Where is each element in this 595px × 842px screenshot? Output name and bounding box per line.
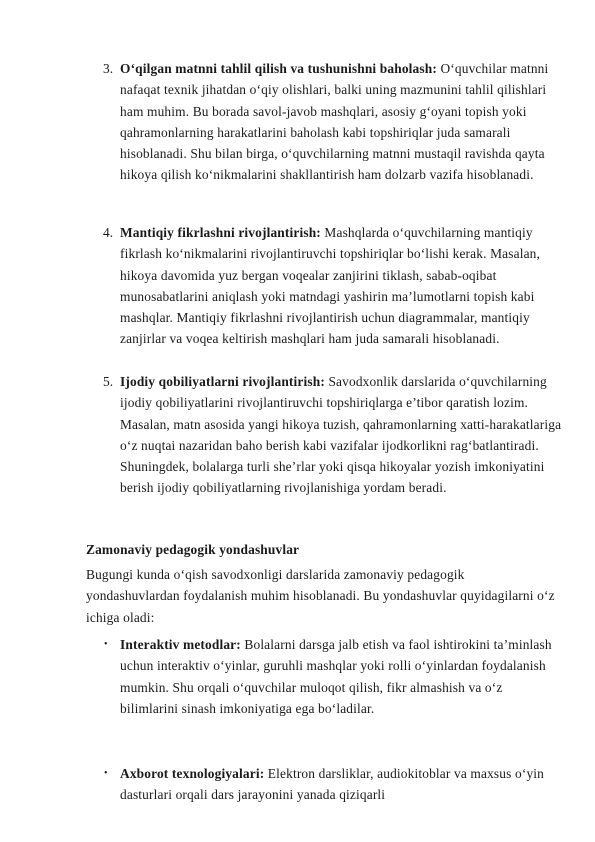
bullet-icon: • <box>104 768 108 779</box>
numbered-item <box>120 222 565 350</box>
item-title: O‘qilgan matnni tahlil qilish va tushunishni baholash: <box>120 61 437 76</box>
item-title: Interaktiv metodlar: <box>120 637 241 652</box>
item-body: Savodxonlik darslarida o‘quvchilarning ijodiy qobiliyatlarini rivojlantiruvchi topshiriqlarga e’tibor qaratish lozim. Masalan, matn asosida yangi hikoya tuzish, qahramonlarning xatti-harakatlariga o‘z nuqtai nazaridan baho berish kabi vazifalar ijodkorlikni rag‘batlantiradi. Shuningdek, bolalarga turli she’rlar yoki qisqa hikoyalar yozish imkoniyatini berish ijodiy qobiliyatlarning rivojlanishiga yordam beradi. <box>120 374 562 496</box>
item-body: Mashqlarda o‘quvchilarning mantiqiy fikrlash ko‘nikmalarini rivojlantiruvchi topshiriqlar bo‘lishi kerak. Masalan, hikoya davomida yuz bergan voqealar zanjirini tiklash, sabab-oqibat munosabatlarini aniqlash yoki matndagi yashirin ma’lumotlarni topish kabi mashqlar. Mantiqiy fikrlashni rivojlantirish uchun diagrammalar, mantiqiy zanjirlar va voqea keltirish mashqlari ham juda samarali hisoblanadi. <box>120 225 541 347</box>
bullet-item <box>120 634 564 719</box>
item-body: Elektron darsliklar, audiokitoblar va maxsus o‘yin dasturlari orqali dars jarayonini yanada qiziqarli <box>120 766 545 803</box>
bullet-item <box>120 763 564 806</box>
list-number: 4. <box>103 225 114 240</box>
numbered-item <box>120 58 565 186</box>
item-body: O‘quvchilar matnni nafaqat texnik jihatdan o‘qiy olishlari, balki uning mazmunini tahlil qilishlari ham muhim. Bu borada savol-javob mashqlari, asosiy g‘oyani topish yoki qahramonlarning harakatlarini baholash kabi topshiriqlar juda samarali hisoblanadi. Shu bilan birga, o‘quvchilarning matnni mustaqil ravishda qayta hikoya qilish ko‘nikmalarini shakllantirish ham dolzarb vazifa hisoblanadi. <box>120 61 549 183</box>
list-number: 5. <box>103 374 114 389</box>
item-title: Mantiqiy fikrlashni rivojlantirish: <box>120 225 321 240</box>
item-title: Ijodiy qobiliyatlarni rivojlantirish: <box>120 374 325 389</box>
bullet-icon: • <box>104 639 108 650</box>
item-body: Bolalarni darsga jalb etish va faol ishtirokini ta’minlash uchun interaktiv o‘yinlar, guruhli mashqlar yoki rolli o‘yinlardan foydalanish mumkin. Shu orqali o‘quvchilar muloqot qilish, fikr almashish va o‘z bilimlarini sinash imkoniyatiga ega bo‘ladilar. <box>120 637 552 716</box>
intro-paragraph: Bugungi kunda o‘qish savodxonligi darslarida zamonaviy pedagogik yondashuvlardan foydalanish muhim hisoblanadi. Bu yondashuvlar quyidagilarni o‘z ichiga oladi: <box>86 567 555 625</box>
item-title: Axborot texnologiyalari: <box>120 766 265 781</box>
list-number: 3. <box>103 61 114 76</box>
numbered-item <box>120 371 565 499</box>
section-heading: Zamonaviy pedagogik yondashuvlar <box>86 542 300 557</box>
